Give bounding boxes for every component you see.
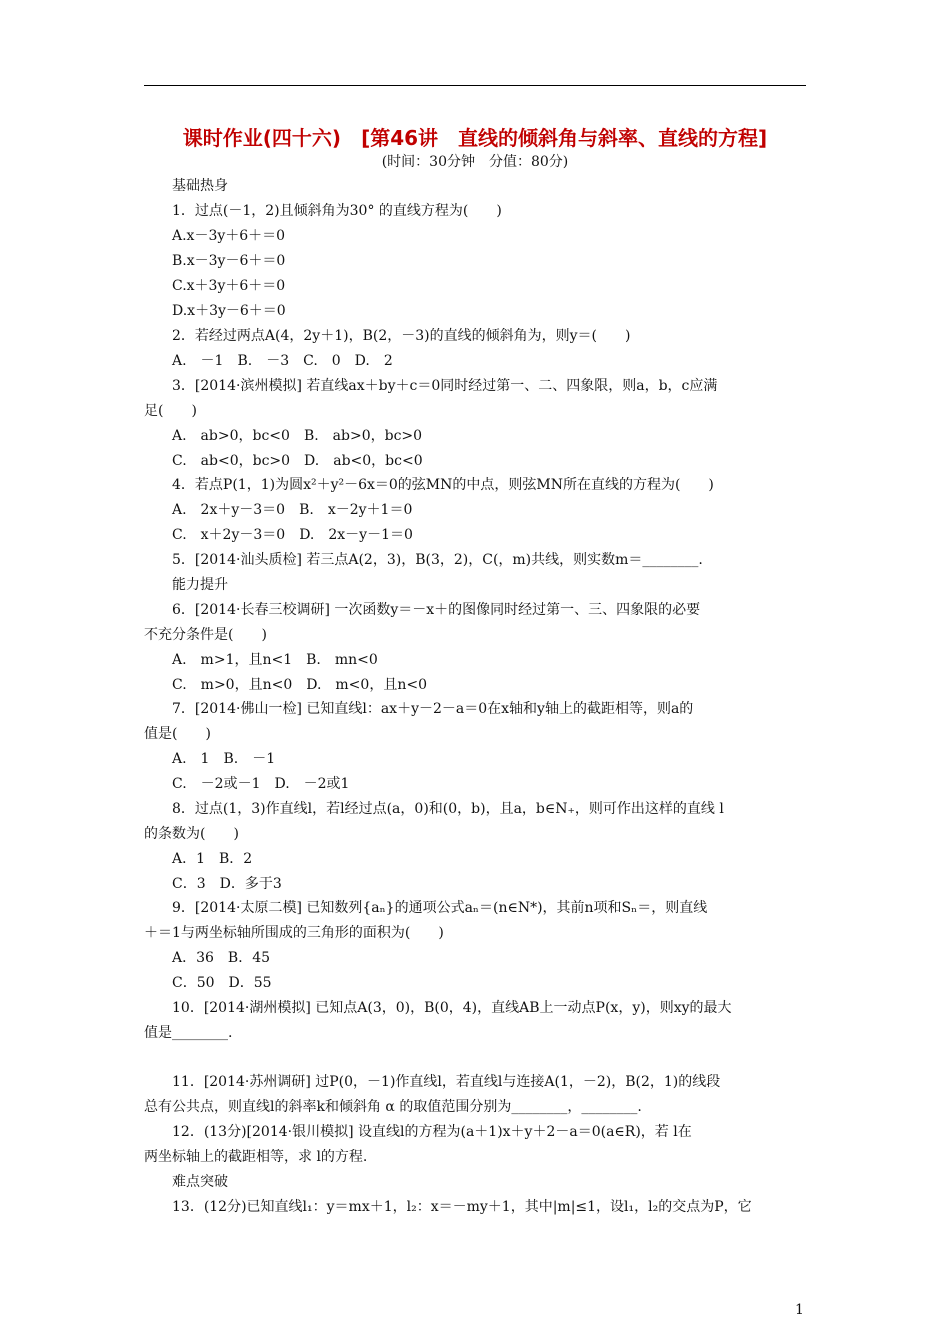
question-6-line-2: 不充分条件是( ) (144, 627, 267, 643)
question-12-line-2: 两坐标轴上的截距相等，求 l的方程. (144, 1149, 368, 1165)
question-11-line-1: 11．[2014·苏州调研] 过P(0，－1)作直线l，若直线l与连接A(1，－2)，B(2，1)的线段 (172, 1074, 721, 1090)
options-8-cd: C．3 D．多于3 (172, 876, 282, 892)
options-4-ab: A. 2x＋y－3＝0 B. x－2y＋1＝0 (172, 502, 413, 518)
question-13: 13．(12分)已知直线l₁：y＝mx＋1，l₂：x＝－my＋1，其中|m|≤1，设l₁，l₂的交点为P，它 (172, 1199, 752, 1215)
options-3-ab: A. ab>0，bc<0 B. ab>0，bc>0 (172, 428, 423, 444)
options-4-cd: C. x＋2y－3＝0 D. 2x－y－1＝0 (172, 527, 413, 543)
options-7-cd: C. －2或－1 D. －2或1 (172, 776, 350, 792)
question-6-line-1: 6．[2014·长春三校调研] 一次函数y＝－x＋的图像同时经过第一、三、四象限的必要 (172, 602, 701, 618)
question-1: 1．过点(－1，2)且倾斜角为30° 的直线方程为( ) (172, 203, 502, 219)
question-7-line-1: 7．[2014·佛山一检] 已知直线l：ax＋y－2－a＝0在x轴和y轴上的截距相等，则a的 (172, 701, 694, 717)
top-rule (144, 85, 806, 86)
section-heading-ability: 能力提升 (172, 577, 228, 593)
page-title: 课时作业(四十六) [第46讲 直线的倾斜角与斜率、直线的方程] (182, 126, 768, 150)
section-heading-basic: 基础热身 (172, 178, 228, 194)
options-8-ab: A．1 B．2 (172, 851, 253, 867)
options-6-cd: C. m>0，且n<0 D. m<0，且n<0 (172, 677, 427, 693)
question-8-line-1: 8．过点(1，3)作直线l，若l经过点(a，0)和(0，b)，且a，b∈N₊，则可作出这样的直线 l (172, 801, 724, 817)
question-3-line-2: 足( ) (144, 403, 197, 419)
question-7-line-2: 值是( ) (144, 726, 211, 742)
question-11-line-2: 总有公共点，则直线l的斜率k和倾斜角 α 的取值范围分别为________，________. (144, 1099, 642, 1115)
question-9-line-1: 9．[2014·太原二模] 已知数列{aₙ}的通项公式aₙ＝(n∈N*)，其前n项和Sₙ＝，则直线 (172, 900, 708, 916)
question-4: 4．若点P(1，1)为圆x²＋y²－6x＝0的弦MN的中点，则弦MN所在直线的方程为( ) (172, 477, 714, 493)
options-7-ab: A. 1 B. －1 (172, 751, 276, 767)
question-3-line-1: 3．[2014·滨州模拟] 若直线ax＋by＋c＝0同时经过第一、二、四象限，则a，b，c应满 (172, 378, 718, 394)
question-10-line-1: 10．[2014·湖州模拟] 已知点A(3，0)，B(0，4)，直线AB上一动点P(x，y)，则xy的最大 (172, 1000, 732, 1016)
option-1c: C.x＋3y＋6＋＝0 (172, 278, 286, 294)
option-1d: D.x＋3y－6＋＝0 (172, 303, 286, 319)
question-10-line-2: 值是________. (144, 1025, 233, 1041)
option-1b: B.x－3y－6＋＝0 (172, 253, 286, 269)
question-2: 2．若经过两点A(4，2y＋1)，B(2，－3)的直线的倾斜角为，则y＝( ) (172, 328, 631, 344)
options-6-ab: A. m>1，且n<1 B. mn<0 (172, 652, 378, 668)
question-8-line-2: 的条数为( ) (144, 826, 239, 842)
time-score-note: (时间：30分钟 分值：80分) (381, 154, 569, 170)
page-number: 1 (795, 1302, 804, 1318)
options-3-cd: C. ab<0，bc>0 D. ab<0，bc<0 (172, 453, 423, 469)
option-1a: A.x－3y＋6＋＝0 (172, 228, 286, 244)
options-2: A. －1 B. －3 C. 0 D. 2 (172, 353, 393, 369)
options-9-ab: A．36 B．45 (172, 950, 271, 966)
section-heading-difficult: 难点突破 (172, 1174, 228, 1190)
question-9-line-2: ＋＝1与两坐标轴所围成的三角形的面积为( ) (144, 925, 444, 941)
question-5: 5．[2014·汕头质检] 若三点A(2，3)，B(3，2)，C(，m)共线，则实数m＝________. (172, 552, 703, 568)
options-9-cd: C．50 D．55 (172, 975, 272, 991)
question-12-line-1: 12．(13分)[2014·银川模拟] 设直线l的方程为(a＋1)x＋y＋2－a＝0(a∈R)，若 l在 (172, 1124, 692, 1140)
